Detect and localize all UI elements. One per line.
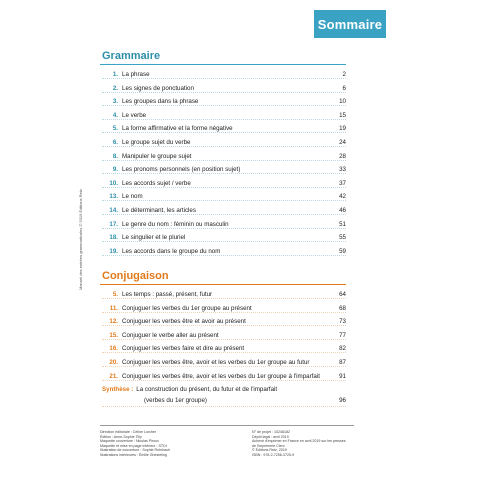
toc-entry-number: 19. [109, 247, 118, 255]
synthese-label: Synthèse : [102, 386, 134, 393]
toc-entry[interactable] [102, 216, 346, 229]
toc-entry-title: Conjuguer le verbe aller au présent [122, 331, 219, 339]
toc-entry-title: Le verbe [122, 111, 147, 119]
toc-entry-number: 12. [109, 318, 118, 326]
toc-entry-number: 11. [109, 304, 118, 312]
toc-entry-number: 15. [109, 331, 118, 339]
toc-entry-page: 51 [339, 220, 346, 228]
toc-entry-title: Conjuguer les verbes être, avoir et les verbes du 1er groupe à l'imparfait [122, 372, 320, 380]
toc-entry-title: Manipuler le groupe sujet [122, 152, 192, 160]
section-divider [100, 64, 346, 65]
toc-entry-number: 21. [109, 372, 118, 380]
toc-entry[interactable] [102, 175, 346, 188]
toc-entry-page: 77 [339, 331, 346, 339]
toc-entry-number: 5. [112, 291, 118, 298]
synthese-line-1: La construction du présent, du futur et de l'imparfait [136, 386, 278, 393]
toc-entry-number: 4. [112, 111, 118, 119]
toc-entry-page: 46 [339, 207, 346, 214]
toc-entry[interactable] [102, 188, 346, 201]
credit-line: N° de projet : 10248182 [252, 430, 291, 434]
toc-entry-page: 24 [339, 139, 346, 146]
toc-entry-number: 13. [109, 193, 118, 201]
synthese-line-2: (verbes du 1er groupe) [144, 397, 207, 404]
toc-entry[interactable] [102, 340, 346, 353]
toc-entry[interactable] [102, 313, 346, 326]
toc-entry-number: 2. [112, 84, 118, 92]
toc-entry-title: Les groupes dans la phrase [122, 98, 199, 106]
toc-entry-number: 16. [109, 345, 118, 353]
toc-entry[interactable] [102, 80, 346, 93]
toc-entry-number: 3. [112, 98, 118, 106]
toc-entry-page: 87 [339, 359, 346, 366]
toc-entry-page: 19 [339, 125, 346, 133]
toc-entry-page: 28 [339, 152, 346, 160]
credit-line: Maquette et mise en page intérieur : STDI [100, 443, 167, 448]
toc-entry-title: Le déterminant, les articles [122, 207, 196, 214]
toc-entry[interactable] [102, 161, 346, 174]
toc-entry-page: 68 [339, 304, 346, 312]
toc-entry[interactable] [102, 354, 346, 367]
toc-entry-title: Conjuguer les verbes du 1er groupe au présent [122, 304, 252, 312]
toc-entry-page: 33 [339, 166, 346, 174]
toc-entry-number: 1. [112, 71, 118, 78]
synthese-entry[interactable] [102, 384, 346, 407]
toc-entry-page: 82 [339, 345, 346, 353]
toc-entry[interactable] [102, 243, 346, 256]
toc-entry-page: 10 [339, 98, 346, 106]
toc-entry-page: 15 [339, 111, 346, 119]
toc-entry[interactable] [102, 134, 346, 147]
toc-entry-title: Le groupe sujet du verbe [122, 139, 191, 146]
toc-entry-page: 55 [339, 234, 346, 242]
toc-entry-number: 17. [109, 220, 118, 228]
toc-entry-title: Les accords sujet / verbe [122, 179, 191, 187]
toc-entry-title: Le genre du nom : féminin ou masculin [122, 220, 229, 228]
toc-entry-page: 42 [339, 193, 346, 201]
toc-entry[interactable] [102, 202, 346, 215]
toc-entry-title: Les temps : passé, présent, futur [122, 291, 213, 298]
toc-entry-title: Les pronoms personnels (en position sujet) [122, 166, 241, 174]
toc-entry-page: 64 [339, 291, 346, 298]
toc-entry-page: 6 [342, 84, 346, 92]
toc-entry-title: Les accords dans le groupe du nom [122, 247, 221, 255]
toc-entry[interactable] [102, 66, 346, 79]
toc-entry-title: Conjuguer les verbes faire et dire au présent [122, 345, 245, 353]
credits-right [252, 430, 346, 458]
section-title-conjugaison: Conjugaison [102, 270, 169, 282]
toc-entry-title: La phrase [122, 71, 150, 78]
toc-entry-page: 37 [339, 179, 346, 187]
credit-line: Maquette couverture : Nicolas Piroux [100, 439, 159, 444]
side-copyright-note: Manuel des entrées grammaticales © 2019 Éditions Retz [78, 189, 83, 290]
toc-entry-title: Conjuguer les verbes être et avoir au présent [122, 318, 246, 326]
toc-entry[interactable] [102, 229, 346, 242]
credit-line: ISBN : 978-2-7256-3725-9 [252, 452, 295, 457]
toc-entry-number: 18. [109, 234, 118, 242]
toc-entry[interactable] [102, 327, 346, 340]
toc-entry-title: La forme affirmative et la forme négative [122, 125, 233, 133]
credit-line: Illustrations intérieures : Émilie Ghesteling [100, 452, 167, 457]
page-title: Sommaire [314, 10, 386, 38]
credit-line: © Éditions Retz, 2019 [252, 448, 287, 453]
toc-entry-number: 20. [109, 359, 118, 366]
footer-divider [100, 425, 354, 426]
toc-entry-title: Le singulier et le pluriel [122, 234, 186, 242]
synthese-page: 96 [339, 397, 346, 404]
credit-line: Édition : Anne-Sophie Tilly [100, 434, 142, 439]
toc-entry[interactable] [102, 368, 346, 381]
toc-entry[interactable] [102, 120, 346, 133]
toc-entry-number: 10. [109, 179, 118, 187]
section-title-grammaire: Grammaire [102, 50, 161, 62]
toc-entry-page: 91 [339, 372, 346, 380]
toc-entry-title: Conjuguer les verbes être, avoir et les verbes du 1er groupe au futur [122, 359, 310, 366]
toc-entry[interactable] [102, 93, 346, 106]
toc-entry-number: 6. [112, 139, 118, 146]
credit-line: Achevé d'imprimer en France en avril 2019 sur les presses [252, 439, 346, 444]
section-divider [100, 284, 346, 285]
credit-line: Dépôt légal : avril 2019 [252, 434, 289, 439]
toc-entry-title: Le nom [122, 193, 143, 201]
toc-entry-page: 73 [339, 318, 346, 326]
toc-entry-page: 2 [342, 71, 346, 78]
credit-line: Direction éditoriale : Céline Lorcher [100, 430, 157, 434]
toc-entry-number: 8. [112, 152, 118, 160]
toc-entry-number: 5. [112, 125, 118, 133]
toc-entry[interactable] [102, 286, 346, 299]
toc-entry[interactable] [102, 300, 346, 313]
toc-entry-number: 14. [109, 207, 118, 214]
toc-entry[interactable] [102, 148, 346, 161]
toc-entry[interactable] [102, 107, 346, 120]
toc-entry-title: Les signes de ponctuation [122, 84, 194, 92]
credits-left [100, 430, 170, 458]
credit-line: Illustration de couverture : Sophie Rohrbach [100, 448, 171, 453]
toc-entry-number: 9. [112, 166, 118, 174]
toc-entry-page: 59 [339, 247, 346, 255]
credit-line: de l'imprimerie Clerc [252, 443, 285, 448]
